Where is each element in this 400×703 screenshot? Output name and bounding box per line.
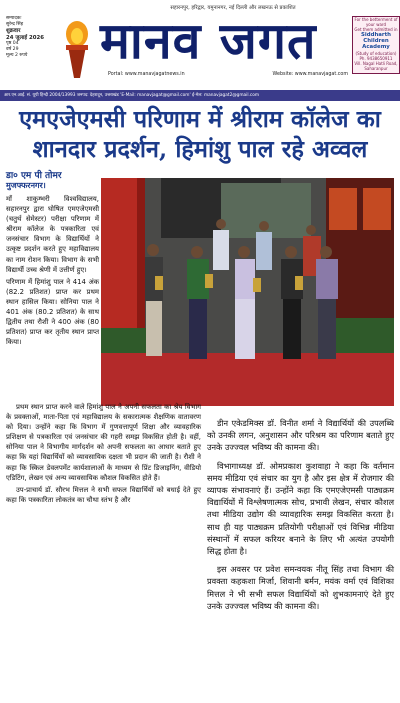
article-column-right [207,417,394,618]
article-headline: एमएजेएमसी परिणाम में श्रीराम कॉलेज का शानदार प्रदर्शन, हिमांशु पाल रहे अव्वल [19,105,381,163]
registration-info-bar: आर.एन.आई. सं. यूपी हिन्दी 2004/13993 जनपद: देहरादून, उत्तराखंड 'E-Mail: manavjagat@gmail.com' ई-मेल: manavjagat2@gmail.com [0,90,400,101]
ad-line: (Study of education) [355,50,397,56]
paragraph: डीन एकेडमिक्स डॉ. विनीत शर्मा ने विद्यार्थियों की उपलब्धि को उनकी लगन, अनुशासन और परिश्रम का परिणाम बताते हुए उनके उज्ज्वल भविष्य की कामना की। [207,418,394,453]
page-count: पृष्ठ 04 [6,40,19,46]
website-link[interactable]: Website: www.manavjagat.com [272,72,348,77]
paragraph: विभागाध्यक्ष डॉ. ओमप्रकाश कुशवाहा ने कहा कि वर्तमान समय मीडिया एवं संचार का युग है और इस क्षेत्र में रोजगार की व्यापक संभावनाएं हैं। उन्होंने कहा कि एमएजेएमसी पाठ्यक्रम विद्यार्थियों में विश्लेषणात्मक सोच, प्रभावी लेखन, संचार कौशल तथा मीडिया उद्योग की व्यावहारिक समझ विकसित करता है। साथ ही यह पाठ्यक्रम प्रतियोगी परीक्षाओं एवं विभिन्न मीडिया संस्थानों में सफल करियर बनाने के लिए भी अत्यंत उपयोगी सिद्ध होता है। [207,460,394,557]
paragraph: इस अवसर पर प्रवेश समन्वयक नीतू सिंह तथा विभाग की प्रवक्ता कहकशा मिर्जा, शिवानी बर्मन, मयंक वर्मा एवं विशिका मित्तल ने भी सभी सफल विद्यार्थियों को शुभकामनाएं देते हुए उनके उज्ज्वल भविष्य की कामना की। [207,564,394,611]
paragraph: प्रथम स्थान प्राप्त करने वाले हिमांशु पाल ने अपनी सफलता का श्रेय विभाग के प्रवक्ताओं, माता-पिता एवं महाविद्यालय के सकारात्मक शैक्षणिक वातावरण को दिया। उन्होंने कहा कि विभाग में गुणवत्तापूर्ण शिक्षा और व्यावहारिक प्रशिक्षण से पत्रकारिता एवं जनसंचार की गहरी समझ विकसित होती है। वहीं, सोनिया पाल ने विभागीय मार्गदर्शन को अपनी सफलता का आधार बताते हुए कहा कि यहां विद्यार्थियों को व्यावसायिक दक्षता भी प्रदान की जाती है। रौशी ने कहा कि स्किल डेवलपमेंट कार्यशालाओं के माध्यम से प्रिंट डिजाइनिंग, वीडियो एडिटिंग, लेखन एवं अन्य व्यावसायिक कौशल विकसित होते हैं। [6,403,201,482]
group-photo [101,178,394,406]
torch-logo-icon [60,20,94,82]
price: मूल्य 2 रुपये [6,53,28,59]
ad-line: Get them admitted in [354,27,398,32]
portal-link[interactable]: Portal: www.manavjagatnews.in [108,72,185,77]
article-column-middle [6,402,201,507]
byline: डा० एम पी तोमर [6,171,62,181]
dateline: मुजफ्फरनगर। [6,181,46,190]
advertisement-box [352,16,400,74]
issue-day: शुक्रवार [6,28,21,35]
year: वर्ष 29 [6,47,19,53]
masthead-tagline: सहारनपुर, हरिद्वार, यमुनानगर, नई दिल्ली और लखनऊ से प्रकाशित [170,5,296,11]
ad-line: For the betterment of your ward [354,17,398,27]
newspaper-title: मानव जगत [100,11,317,70]
paragraph: उप-प्राचार्य डॉ. सौरभ मित्तल ने सभी सफल विद्यार्थियों को बधाई देते हुए कहा कि पत्रकारिता लोकतंत्र का चौथा स्तंभ है और [6,485,201,504]
issue-date: 24 जुलाई 2026 [6,34,44,41]
masthead-links [108,72,348,77]
group-photo-illustration [101,178,394,406]
paragraph: माँ शाकुम्भरी विश्वविद्यालय, सहारनपुर द्वारा घोषित एमएजेएमसी (चतुर्थ सेमेस्टर) परीक्षा परिणाम में श्रीराम कॉलेज के पत्रकारिता एवं जनसंचार विभाग के विद्यार्थियों ने उत्कृष्ट प्रदर्शन करते हुए महाविद्यालय का नाम रोशन किया। विभाग के सभी विद्यार्थी उच्च श्रेणी में उत्तीर्ण हुए। [6,195,99,274]
ad-school-name: Siddharth Children Academy [361,32,391,51]
article-column-left [6,194,99,349]
paragraph: परिणाम में हिमांशु पाल ने 414 अंक (82.2 प्रतिशत) प्राप्त कर प्रथम स्थान हासिल किया। सोनिया पाल ने 401 अंक (80.2 प्रतिशत) के साथ द्वितीय तथा रौशी ने 400 अंक (80 प्रतिशत) प्राप्त कर तृतीय स्थान प्राप्त किया। [6,277,99,347]
editor-label: सम्पादकः [6,16,22,21]
editor-name: सुरेन्द्र सिंह [6,22,24,28]
masthead-info [6,16,60,59]
ad-address: Vill. Nagal Hatli Road, Saharanpur [354,60,398,71]
ad-phone: Ph. 9438650911 [359,55,393,61]
